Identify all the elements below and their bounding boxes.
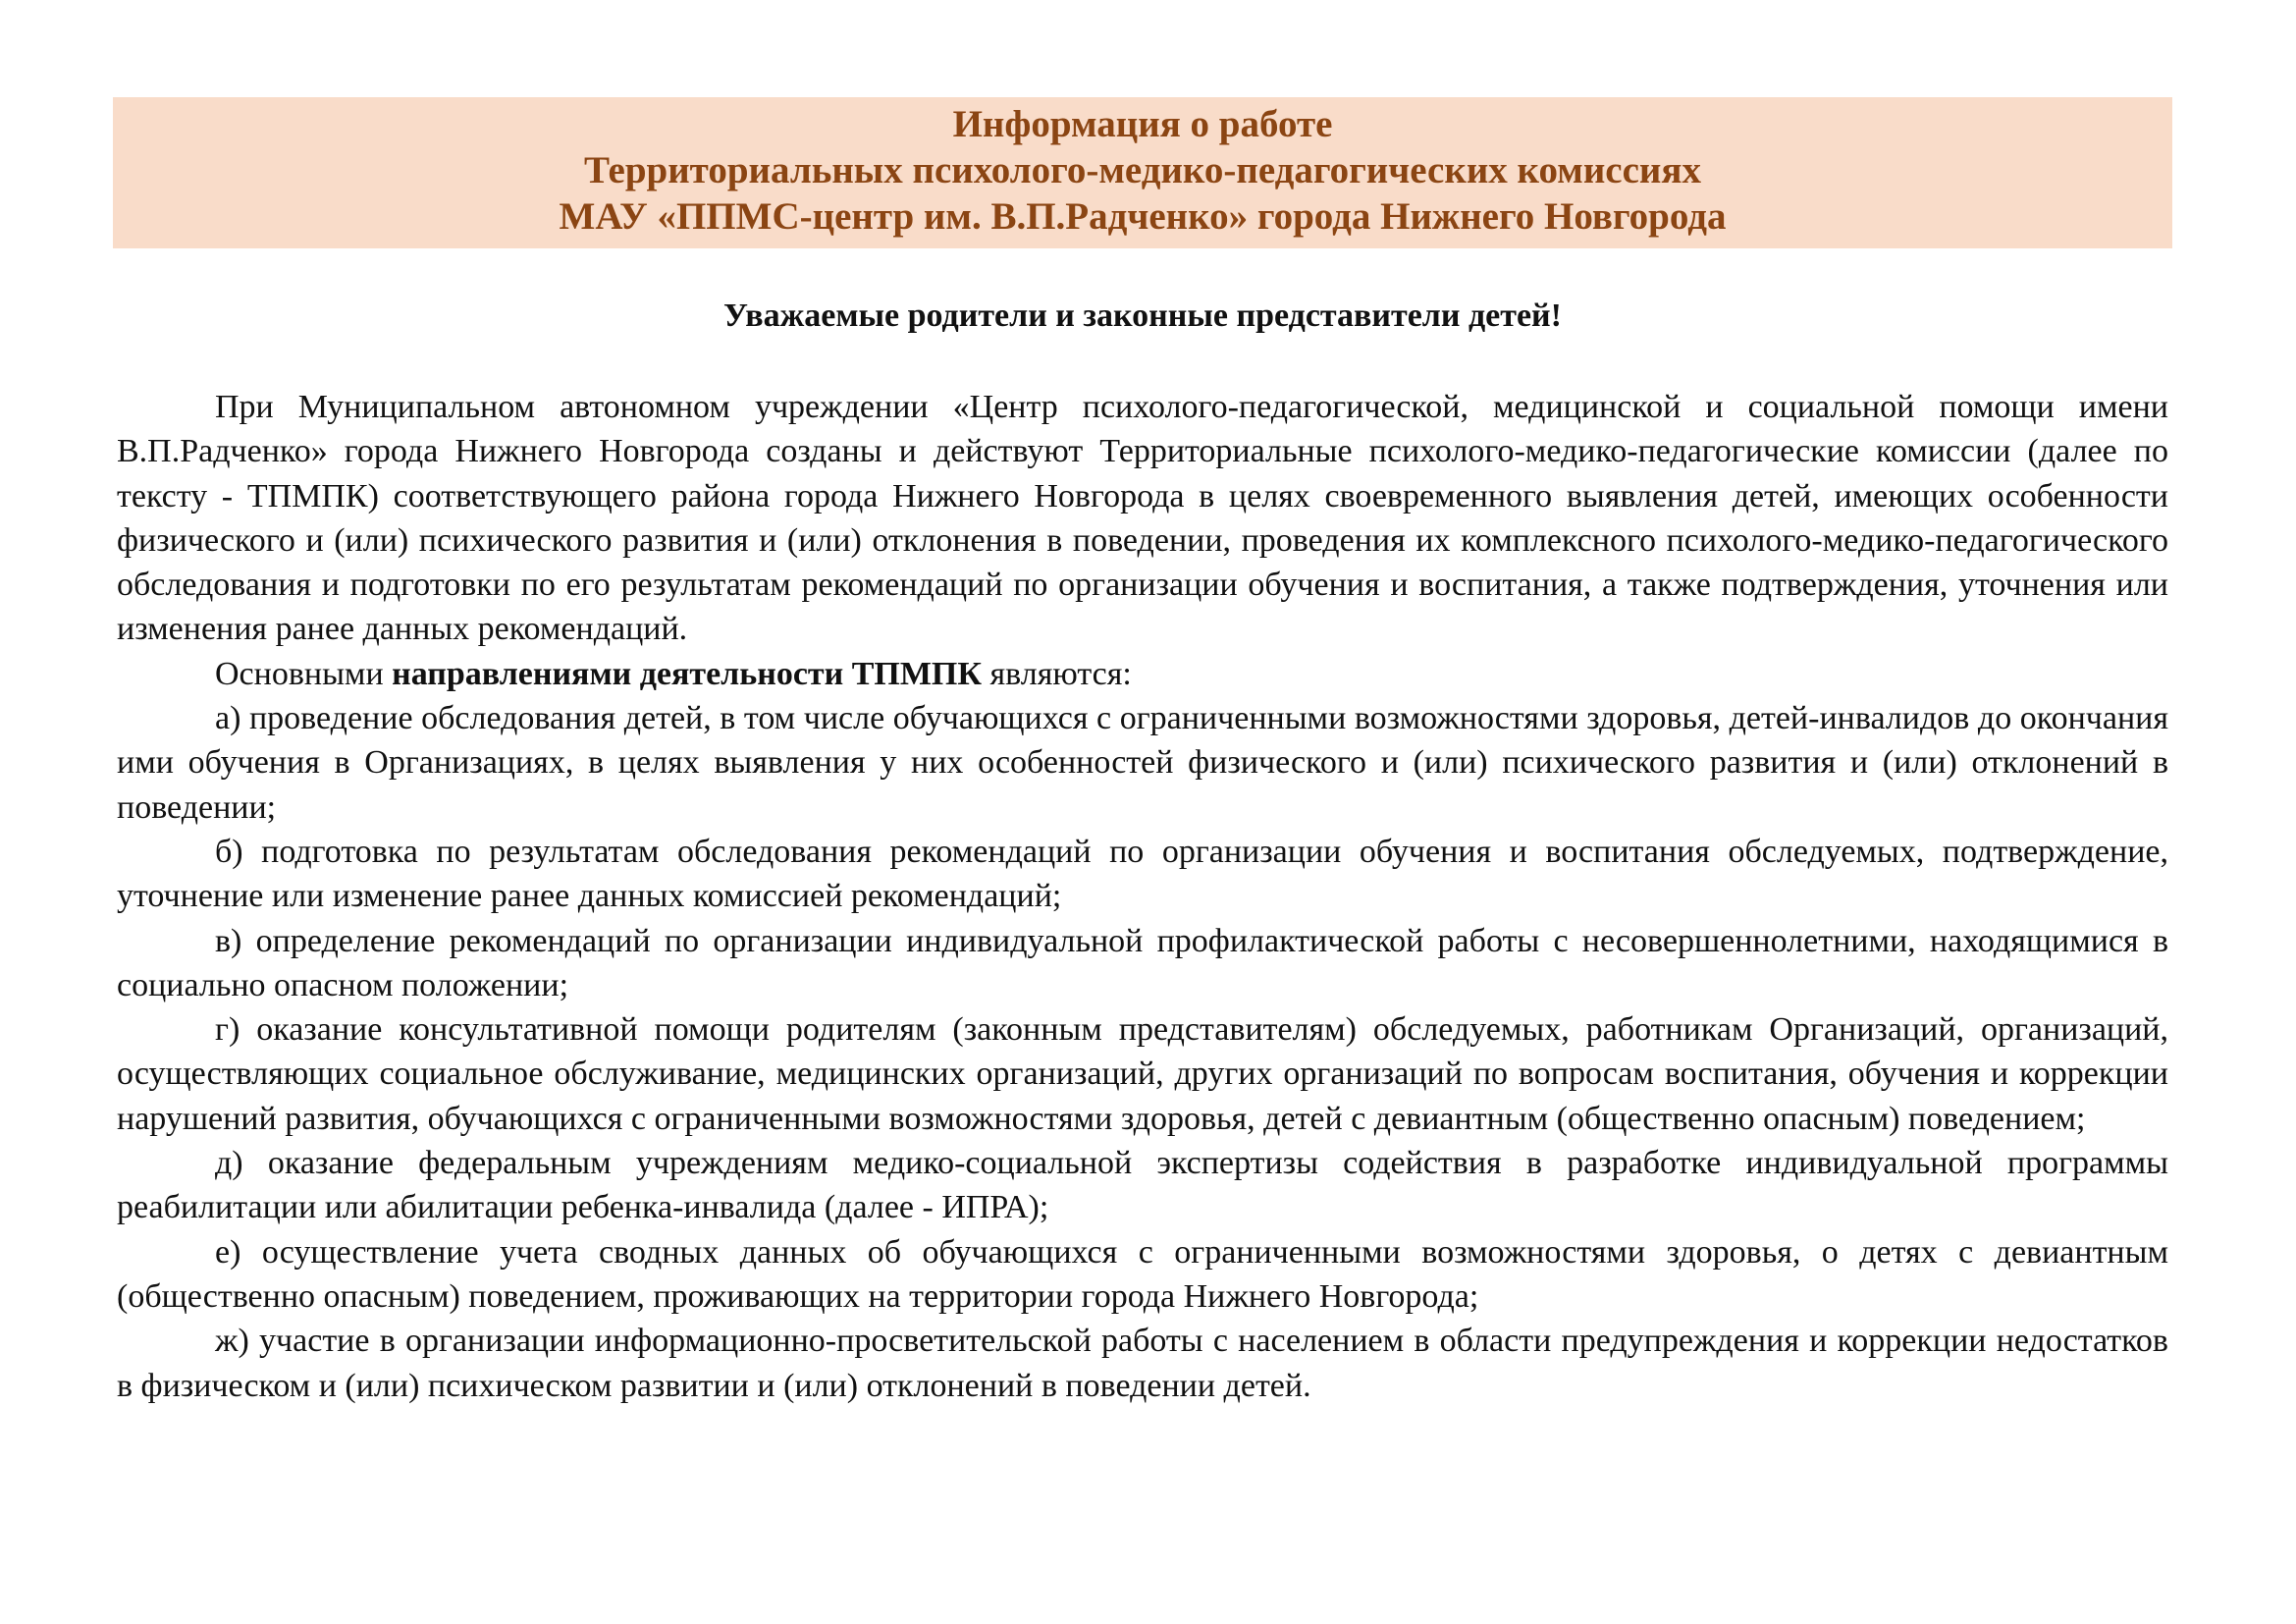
body-text — [117, 385, 2168, 1408]
title-line-2: Территориальных психолого-медико-педагогических комиссиях — [583, 149, 1701, 191]
title-line-1: Информация о работе — [952, 103, 1333, 145]
directions-bold: направлениями деятельности ТПМПК — [392, 655, 983, 692]
greeting-heading: Уважаемые родители и законные представители детей! — [723, 298, 1562, 334]
list-item-a: а) проведение обследования детей, в том числе обучающихся с ограниченными возможностями здоровья, детей-инвалидов до окончания ими обучения в Организациях, в целях выявления у них особенностей физического и (или) психического развития и (или) отклонений в поведении; — [117, 700, 2168, 826]
directions-prefix: Основными — [215, 655, 384, 692]
intro-paragraph: При Муниципальном автономном учреждении «Центр психолого-педагогической, медицинской и социальной помощи имени В.П.Радченко» города Нижнего Новгорода созданы и действуют Территориальные психолого-медико-педагогические комиссии (далее по тексту - ТПМПК) соответствующего района города Нижнего Новгорода в целях своевременного выявления детей, имеющих особенности физического и (или) психического развития и (или) отклонения в поведении, проведения их комплексного психолого-медико-педагогического обследования и подготовки по его результатам рекомендаций по организации обучения и воспитания, а также подтверждения, уточнения или изменения ранее данных рекомендаций. — [117, 389, 2168, 648]
list-item-b: б) подготовка по результатам обследования рекомендаций по организации обучения и воспитания обследуемых, подтверждение, уточнение или изменение ранее данных комиссией рекомендаций; — [117, 833, 2168, 915]
list-item-zh: ж) участие в организации информационно-просветительской работы с населением в области предупреждения и коррекции недостатков в физическом и (или) психическом развитии и (или) отклонений в поведении детей. — [117, 1323, 2168, 1404]
list-item-e: е) осуществление учета сводных данных об обучающихся с ограниченными возможностями здоровья, о детях с девиантным (общественно опасным) поведением, проживающих на территории города Нижнего Новгорода; — [117, 1233, 2168, 1315]
list-item-v: в) определение рекомендаций по организации индивидуальной профилактической работы с несовершеннолетними, находящимися в социально опасном положении; — [117, 922, 2168, 1003]
title-banner — [113, 97, 2172, 248]
list-item-d: д) оказание федеральным учреждениям медико-социальной экспертизы содействия в разработке индивидуальной программы реабилитации или абилитации ребенка-инвалида (далее - ИПРА); — [117, 1145, 2168, 1226]
directions-paragraph — [117, 652, 2168, 696]
title-line-3: МАУ «ППМС-центр им. В.П.Радченко» города Нижнего Новгорода — [559, 195, 1727, 238]
list-item-g: г) оказание консультативной помощи родителям (законным представителям) обследуемых, работникам Организаций, организаций, осуществляющих социальное обслуживание, медицинских организаций, других организаций по вопросам воспитания, обучения и коррекции нарушений развития, обучающихся с ограниченными возможностями здоровья, детей с девиантным (общественно опасным) поведением; — [117, 1011, 2168, 1137]
directions-suffix: являются: — [989, 655, 1132, 692]
